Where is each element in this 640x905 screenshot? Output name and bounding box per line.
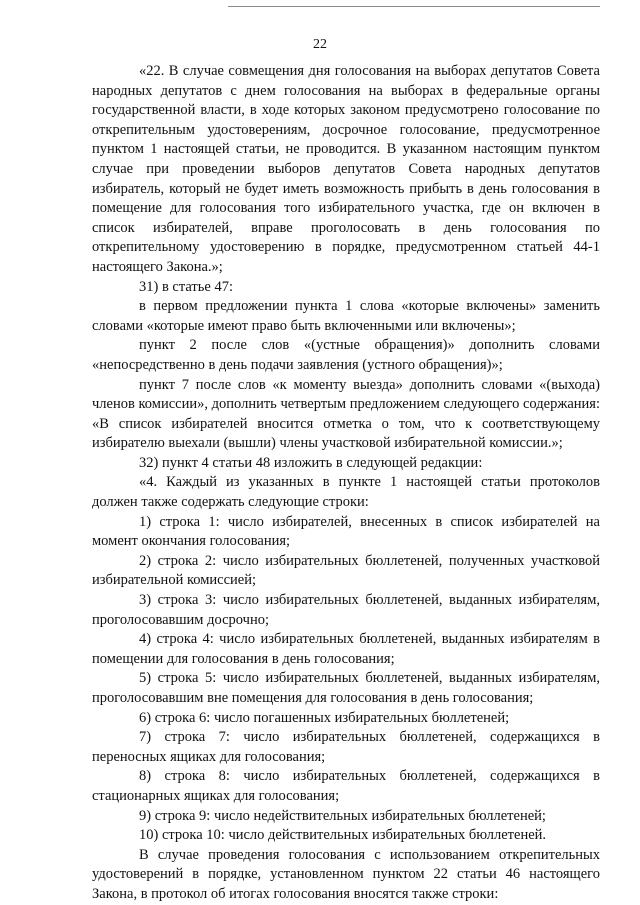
paragraph-absentee-case: В случае проведения голосования с использованием открепительных удостоверений в порядке, установленном пунктом 22 статьи 46 настоящего Закона, в протокол об итогах голосования вносятся также строки: (92, 846, 600, 902)
paragraph-row-4: 4) строка 4: число избирательных бюллетеней, выданных избирателям в помещении для голосования в день голосования; (92, 631, 600, 667)
paragraph-row-8: 8) строка 8: число избирательных бюллетеней, содержащихся в стационарных ящиках для голосования; (92, 768, 600, 804)
page-number: 22 (313, 37, 327, 52)
paragraph-row-5: 5) строка 5: число избирательных бюллетеней, выданных избирателям, проголосовавшим вне помещения для голосования в день голосования; (92, 670, 600, 706)
paragraph-row-10: 10) строка 10: число действительных избирательных бюллетеней. (139, 827, 547, 844)
paragraph-item-31: 31) в статье 47: (139, 278, 233, 295)
document-body (92, 62, 600, 905)
paragraph-row-7: 7) строка 7: число избирательных бюллетеней, содержащихся в переносных ящиках для голосования; (92, 729, 600, 765)
paragraph-item-31-point-7: пункт 7 после слов «к моменту выезда» дополнить словами «(выхода) членов комиссии», дополнить четвертым предложением следующего содержания: «В список избирателей вносится отметка о том, что к соответствующему избирателю выехали (вышли) члены участковой избирательной комиссии.»; (92, 376, 600, 452)
paragraph-item-31-point-1: в первом предложении пункта 1 слова «которые включены» заменить словами «которые имеют право быть включенными или включены»; (92, 298, 600, 334)
paragraph-item-32-clause-4: «4. Каждый из указанных в пункте 1 настоящей статьи протоколов должен также содержать следующие строки: (92, 474, 600, 511)
paragraph-item-31-point-2: пункт 2 после слов «(устные обращения)» дополнить словами «непосредственно в день подачи заявления (устного обращения)»; (92, 337, 600, 373)
paragraph-row-1: 1) строка 1: число избирателей, внесенных в список избирателей на момент окончания голосования; (92, 513, 600, 550)
top-rule (228, 6, 600, 7)
paragraph-22-clause: «22. В случае совмещения дня голосования на выборах депутатов Совета народных депутатов с днем голосования на выборах в федеральные органы государственной власти, в ходе которых законом предусмотрено голосование по открепительным удостоверениям, досрочное голосование, предусмотренное пунктом 1 настоящей статьи, не проводится. В указанном настоящим пунктом случае при проведении выборов депутатов Совета народных депутатов избиратель, который не будет иметь возможность прибыть в день голосования в помещение для голосования того избирательного участка, где он включен в список избирателей, вправе проголосовать в день голосования по открепительному удостоверению в порядке, предусмотренном статьей 44-1 настоящего Закона.»; (92, 63, 600, 275)
paragraph-row-2: 2) строка 2: число избирательных бюллетеней, полученных участковой избирательной комиссией; (92, 552, 600, 589)
paragraph-row-3: 3) строка 3: число избирательных бюллетеней, выданных избирателям, проголосовавшим досрочно; (92, 592, 600, 628)
paragraph-item-32: 32) пункт 4 статьи 48 изложить в следующей редакции: (139, 454, 483, 471)
paragraph-row-6: 6) строка 6: число погашенных избирательных бюллетеней; (139, 709, 510, 726)
paragraph-row-9: 9) строка 9: число недействительных избирательных бюллетеней; (139, 807, 546, 824)
